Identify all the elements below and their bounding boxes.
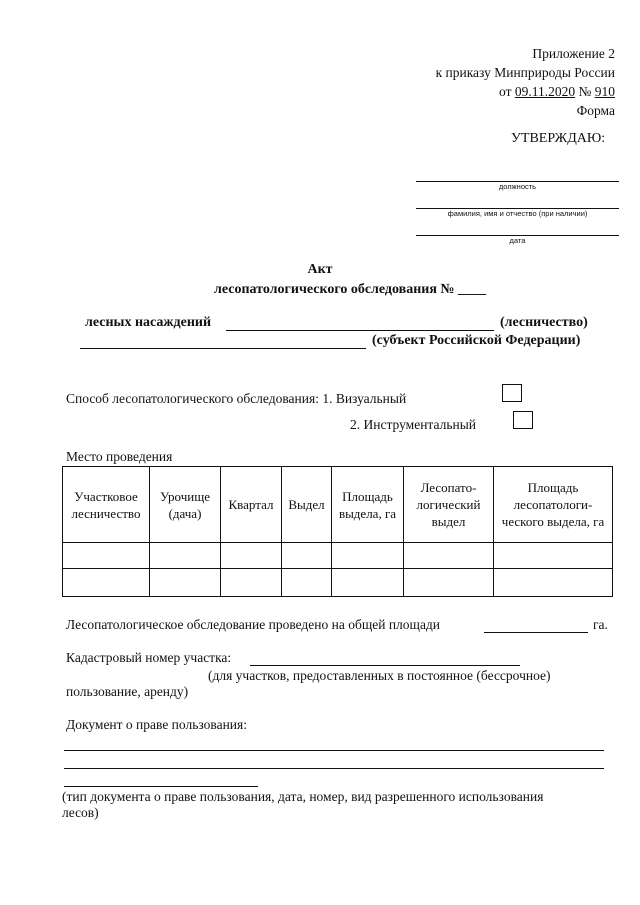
act-subtitle: лесопатологического обследования № ____ [214,282,486,297]
place-label: Место проведения [66,449,173,464]
forestry-line[interactable] [226,330,494,331]
area-text: Лесопатологическое обследование проведено на общей площади [66,617,441,632]
annex-header [436,44,615,120]
subject-line[interactable] [80,348,366,349]
annex-line-2: к приказу Минприроды России [435,65,615,80]
annex-line-3 [436,82,615,101]
position-label: должность [498,182,537,191]
table-cell[interactable] [332,543,404,569]
table-row [63,569,613,597]
cadastral-note-2: пользование, аренду) [66,684,189,699]
forestry-suffix: (лесничество) [500,315,588,330]
col-header-patho-area: Площадь лесопатологи-ческого выдела, га [494,467,613,543]
cadastral-line[interactable] [250,665,520,666]
table-cell[interactable] [63,543,150,569]
table-cell[interactable] [150,569,221,597]
document-label: Документ о праве пользования: [66,717,247,732]
table-cell[interactable] [221,569,282,597]
table-cell[interactable] [494,569,613,597]
order-date-prefix: от [499,84,515,99]
survey-table [62,466,613,597]
annex-line-1: Приложение 2 [532,46,615,61]
document-line-1[interactable] [64,750,604,751]
act-title: Акт [307,262,333,277]
col-header-tract: Урочище (дача) [150,467,221,543]
col-header-quarter: Квартал [221,467,282,543]
subject-suffix: (субъект Российской Федерации) [372,333,581,348]
col-header-section-area: Площадь выдела, га [332,467,404,543]
cadastral-label: Кадастровый номер участка: [66,650,232,665]
col-header-patho-section: Лесопато-логический выдел [404,467,494,543]
col-header-district: Участковое лесничество [63,467,150,543]
table-cell[interactable] [63,569,150,597]
document-line-2[interactable] [64,768,604,769]
document-note-2: лесов) [62,805,99,820]
area-unit: га. [593,617,608,632]
table-cell[interactable] [282,543,332,569]
method-option-2: 2. Инструментальный [350,417,477,432]
form-label: Форма [576,103,615,118]
order-date: 09.11.2020 [514,84,576,99]
col-header-section: Выдел [282,467,332,543]
table-header-row [63,467,613,543]
forest-stands-label: лесных насаждений [85,315,212,330]
order-number-prefix: № [575,84,595,99]
table-cell[interactable] [282,569,332,597]
area-value-line[interactable] [484,632,588,633]
table-cell[interactable] [332,569,404,597]
table-row [63,543,613,569]
cadastral-note-1: (для участков, предоставленных в постоянное (бессрочное) [208,668,551,683]
name-label: фамилия, имя и отчество (при наличии) [447,209,588,218]
table-cell[interactable] [404,569,494,597]
document-line-3[interactable] [64,786,258,787]
instrumental-checkbox[interactable] [513,411,533,429]
table-cell[interactable] [221,543,282,569]
visual-checkbox[interactable] [502,384,522,402]
date-label: дата [509,236,526,245]
table-cell[interactable] [494,543,613,569]
table-cell[interactable] [150,543,221,569]
order-number: 910 [594,84,615,99]
table-cell[interactable] [404,543,494,569]
approve-title: УТВЕРЖДАЮ: [511,131,606,146]
method-label: Способ лесопатологического обследования: 1. Визуальный [66,391,407,406]
document-note-1: (тип документа о праве пользования, дата, номер, вид разрешенного использования [62,789,544,804]
